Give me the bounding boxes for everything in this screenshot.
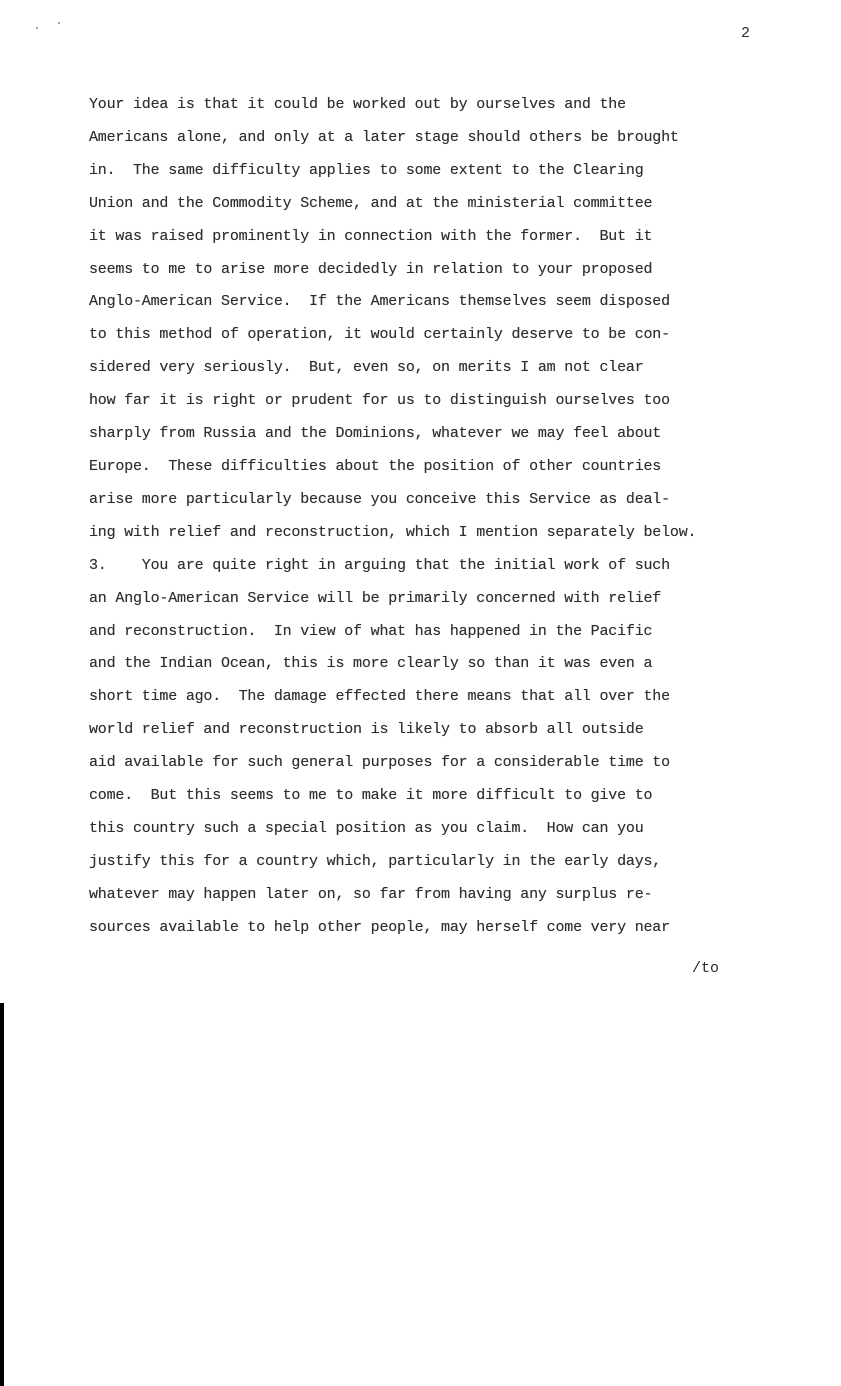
text-line: how far it is right or prudent for us to distinguish ourselves too — [89, 392, 670, 410]
text-line: 3. You are quite right in arguing that the initial work of such — [89, 556, 670, 574]
text-line: ing with relief and reconstruction, which I mention separately below. — [89, 523, 697, 541]
text-line: and reconstruction. In view of what has happened in the Pacific — [89, 622, 653, 640]
text-line: seems to me to arise more decidedly in relation to your proposed — [89, 260, 653, 278]
text-line: an Anglo-American Service will be primarily concerned with relief — [89, 589, 662, 607]
text-line: to this method of operation, it would certainly deserve to be con- — [89, 326, 670, 344]
letter-body-text — [89, 89, 789, 945]
text-line: arise more particularly because you conceive this Service as deal- — [89, 490, 670, 508]
text-line: in. The same difficulty applies to some extent to the Clearing — [89, 161, 644, 179]
text-line: this country such a special position as you claim. How can you — [89, 819, 644, 837]
text-line: come. But this seems to me to make it more difficult to give to — [89, 787, 653, 805]
text-line: and the Indian Ocean, this is more clearly so than it was even a — [89, 655, 653, 673]
text-line: Your idea is that it could be worked out by ourselves and the — [89, 96, 626, 113]
text-line: short time ago. The damage effected there means that all over the — [89, 688, 670, 706]
text-line: whatever may happen later on, so far from having any surplus re- — [89, 885, 653, 903]
scan-speck — [58, 22, 60, 24]
text-line: Anglo-American Service. If the Americans themselves seem disposed — [89, 293, 670, 311]
catchword: /to — [692, 960, 720, 977]
text-line: Union and the Commodity Scheme, and at the ministerial committee — [89, 194, 653, 212]
page-number: 2 — [741, 25, 751, 42]
scan-speck — [36, 27, 38, 29]
text-line: world relief and reconstruction is likely to absorb all outside — [89, 721, 644, 739]
text-line: sharply from Russia and the Dominions, whatever we may feel about — [89, 425, 662, 443]
text-line: it was raised prominently in connection with the former. But it — [89, 227, 653, 245]
text-line: justify this for a country which, particularly in the early days, — [89, 852, 662, 870]
text-line: sidered very seriously. But, even so, on merits I am not clear — [89, 359, 644, 377]
text-line: Europe. These difficulties about the position of other countries — [89, 457, 662, 475]
text-line: Americans alone, and only at a later stage should others be brought — [89, 128, 679, 146]
scan-edge-bar — [0, 1003, 4, 1386]
text-line: aid available for such general purposes for a considerable time to — [89, 754, 670, 772]
text-line: sources available to help other people, may herself come very near — [89, 918, 670, 936]
